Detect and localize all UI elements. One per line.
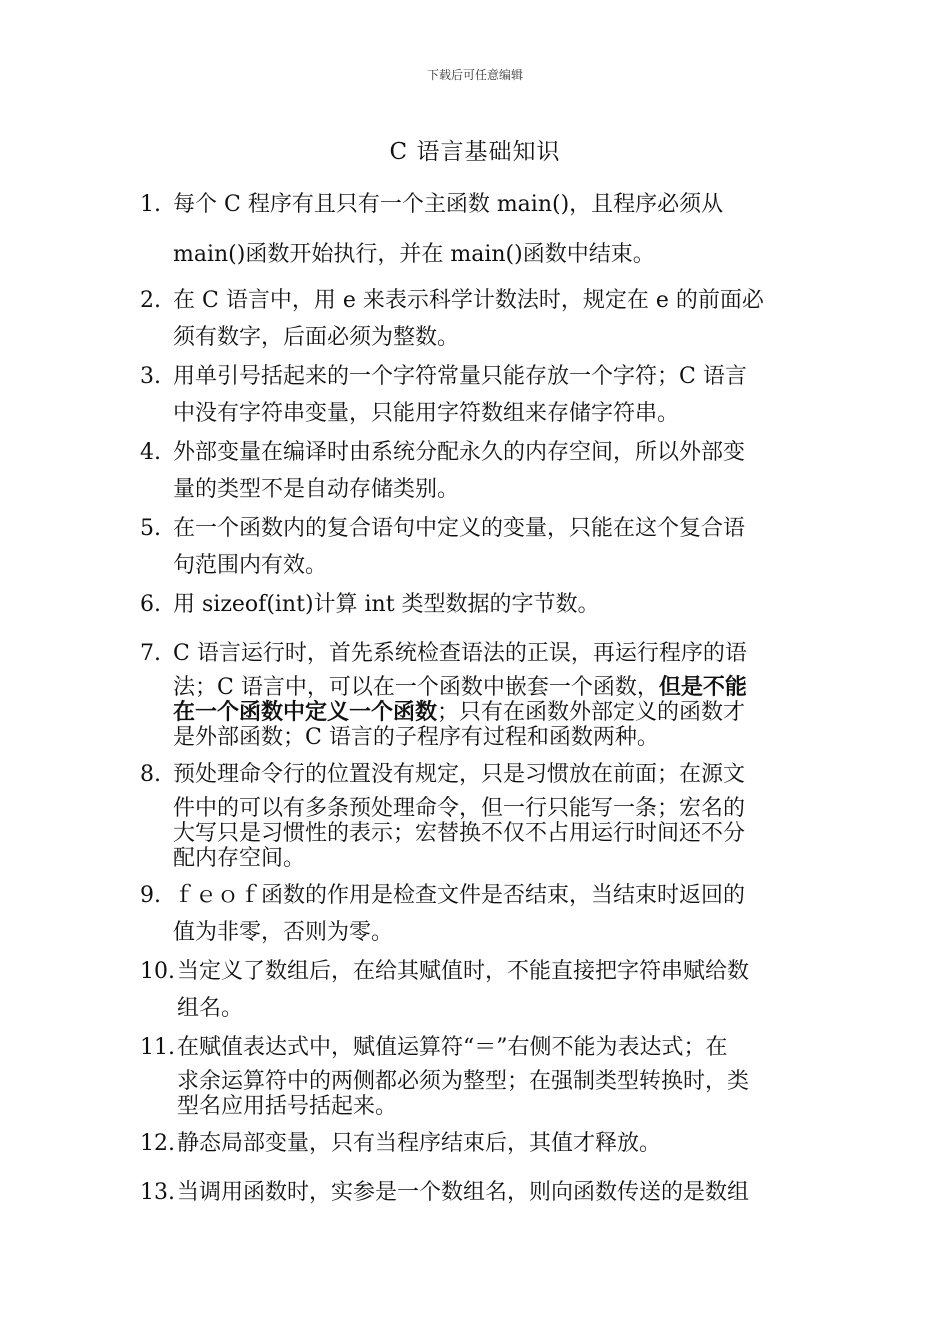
list-item [140,586,808,623]
item-text: 值为非零，否则为零。 [173,920,394,945]
item-text: 须有数字，后面必须为整数。 [173,325,460,350]
item-text: 大写只是习惯性的表示；宏替换不仅不占用运行时间还不分 [173,821,746,846]
item-number: 6. [140,592,161,617]
item-text: main()函数开始执行，并在 main()函数中结束。 [173,242,655,267]
item-number: 11. [140,1035,175,1060]
item-text: C 语言运行时，首先系统检查语法的正误，再运行程序的语 [173,641,747,666]
item-text: 组名。 [177,996,244,1021]
item-text: 量的类型不是自动存储类别。 [173,477,460,502]
list-item [140,1125,808,1162]
list-item [140,877,808,951]
item-text: 在赋值表达式中，赋值运算符“＝”右侧不能为表达式；在 [177,1035,728,1060]
item-text: 中没有字符串变量，只能用字符数组来存储字符串。 [173,401,680,426]
item-number: 5. [140,516,161,541]
item-number: 9. [140,883,161,908]
item-number: 10. [140,959,175,984]
item-text: 当调用函数时，实参是一个数组名，则向函数传送的是数组 [177,1180,750,1205]
list-item [140,434,808,508]
item-text: 型名应用括号括起来。 [177,1094,398,1119]
list-item [140,282,808,356]
list-item [140,358,808,432]
item-text: 静态局部变量，只有当程序结束后，其值才释放。 [177,1131,662,1156]
item-text-part: ；只有在函数外部定义的函数才 [437,700,746,725]
item-text: 当定义了数组后，在给其赋值时，不能直接把字符串赋给数 [177,959,750,984]
item-number: 2. [140,288,161,313]
item-text: ｆｅｏｆ函数的作用是检查文件是否结束，当结束时返回的 [173,883,746,908]
item-text [173,700,808,725]
list-item [140,1174,808,1211]
item-text: 用 sizeof(int)计算 int 类型数据的字节数。 [173,592,600,617]
item-text: 在 C 语言中，用 e 来表示科学计数法时，规定在 e 的前面必 [173,288,764,313]
list-item [140,1029,808,1119]
item-number: 7. [140,641,161,666]
knowledge-list [140,180,808,1213]
list-item [140,180,808,280]
item-number: 12. [140,1131,175,1156]
bold-emphasis: 但是不能 [658,674,747,700]
list-item [140,953,808,1027]
item-number: 8. [140,762,161,787]
item-text: 每个 C 程序有且只有一个主函数 main()，且程序必须从 [173,192,724,217]
item-text: 配内存空间。 [173,846,306,871]
item-text: 预处理命令行的位置没有规定，只是习惯放在前面；在源文 [173,762,746,787]
item-number: 3. [140,364,161,389]
item-text: 是外部函数；C 语言的子程序有过程和函数两种。 [173,725,659,750]
item-text: 件中的可以有多条预处理命令，但一行只能写一条；宏名的 [173,796,746,821]
item-number: 4. [140,440,161,465]
item-text [173,675,808,700]
list-item [140,510,808,584]
item-text: 用单引号括起来的一个字符常量只能存放一个字符；C 语言 [173,364,747,389]
document-title: C 语言基础知识 [389,139,561,165]
item-number: 13. [140,1180,175,1205]
list-item [140,756,808,871]
item-text: 求余运算符中的两侧都必须为整型；在强制类型转换时，类 [177,1069,750,1094]
item-text-part: 法；C 语言中，可以在一个函数中嵌套一个函数， [173,675,659,700]
item-number: 1. [140,192,161,217]
item-text: 在一个函数内的复合语句中定义的变量，只能在这个复合语 [173,516,746,541]
item-text: 外部变量在编译时由系统分配永久的内存空间，所以外部变 [173,440,746,465]
bold-emphasis: 在一个函数中定义一个函数 [173,699,438,725]
item-text: 句范围内有效。 [173,553,328,578]
list-item [140,635,808,750]
page-header: 下载后可任意编辑 [426,68,523,82]
